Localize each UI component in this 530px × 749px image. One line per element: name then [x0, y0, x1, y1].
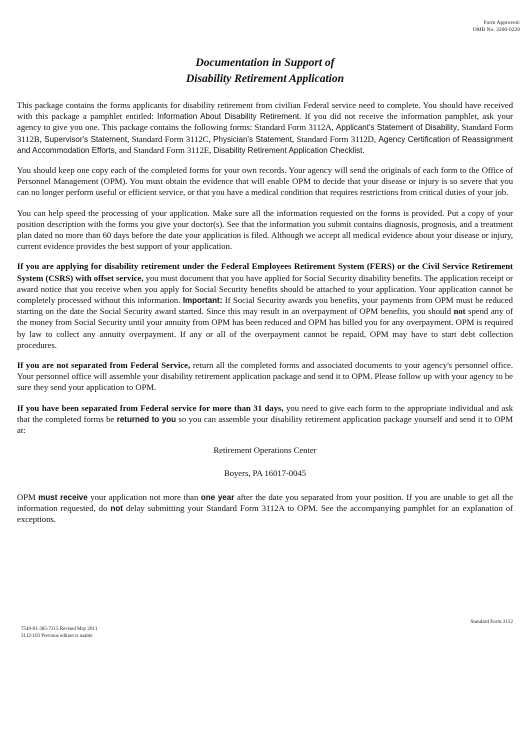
- deadline-text-c: after the date you separated from your position. If you are unable to get all the information requested, do: [17, 491, 514, 513]
- edition-note-line: 3112-103 Previous edition is usable: [21, 633, 93, 639]
- address-line-2: Boyers, PA 16017-0045: [223, 468, 307, 479]
- intro-text-e: , Standard Form 3112B,: [17, 122, 514, 144]
- page-title: [0, 55, 530, 87]
- important-label: Important:: [182, 296, 223, 306]
- fers-csrs-heading: If you are applying for disability retirement under the Federal Employees Retirement System (FERS) or the Civil Service Retirement System (CSRS) with offset service,: [17, 261, 513, 283]
- deadline-text-d: delay submitting your Standard Form 3112A to OPM. See the accompanying pamphlet for an explanation of exceptions.: [17, 502, 513, 525]
- must-receive-emphasis: must receive: [38, 492, 88, 502]
- intro-text-a: This package contains the forms applicants for disability retirement from civilian Federal service need to complete. You should have received with this package a pamphlet entitled:: [17, 100, 513, 122]
- intro-text-c: . If you did not receive the information pamphlet, ask your agency to give you one. This package contains the following forms: Standard Form 3112A,: [17, 111, 513, 133]
- do-not-emphasis: not: [110, 503, 123, 513]
- intro-text-m: .: [362, 144, 365, 155]
- deadline-text-b: your application not more than: [87, 491, 201, 502]
- one-year-emphasis: one year: [200, 492, 235, 502]
- form-3112d-title: Agency Certification of Reassignment and Accommodation Efforts: [17, 134, 514, 155]
- records-paragraph: You should keep one copy each of the completed forms for your own records. Your agency will send the originals of each form to the Office of Personnel Management (OPM). You must obtain the evidence that will enable OPM to decide that your disease or injury is so severe that you can no longer perform useful or efficient service, or that you have a medical condition that requires restrictions from critical duties of your job.: [17, 165, 513, 198]
- fers-text-b: If Social Security awards you benefits, your payments from OPM must be reduced starting on the date the Social Security award started. Since this may result in an overpayment of OPM benefits, you should: [17, 295, 513, 317]
- separated-text-a: you need to give each form to the appropriate individual and ask that the completed forms be: [17, 402, 513, 424]
- omb-number: OMB No. 3206-0228: [472, 27, 520, 33]
- intro-text-g: , Standard Form 3112C,: [127, 133, 214, 144]
- mailing-address: [17, 445, 513, 479]
- intro-text-i: , Standard Form 3112D,: [291, 133, 379, 144]
- form-3112a-title: Applicant's Statement of Disability: [336, 123, 457, 133]
- fers-text-a: you must document that you have applied for Social Security disability benefits. The application receipt or award notice that you receive when you apply for Social Security benefits should be attached to your application. Your application cannot be completely processed without this information.: [17, 272, 513, 306]
- stock-number-line: 7540-01-385-7215 Revised May 2011: [21, 627, 98, 632]
- not-emphasis: not: [453, 306, 466, 317]
- document-body: [17, 100, 513, 534]
- separated-heading: If you have been separated from Federal service for more than 31 days,: [17, 402, 284, 413]
- returned-to-you-emphasis: returned to you: [116, 414, 177, 424]
- intro-paragraph: [17, 100, 513, 156]
- not-separated-paragraph: [17, 360, 513, 394]
- separated-paragraph: [17, 403, 513, 437]
- address-line-1: Retirement Operations Center: [213, 445, 317, 456]
- omb-approval-block: [473, 20, 520, 34]
- separated-text-b: so you can assemble your disability retirement application package yourself and send it to OPM at:: [17, 413, 513, 436]
- pamphlet-title: Information About Disability Retirement: [157, 112, 300, 122]
- deadline-paragraph: [17, 492, 513, 526]
- form-number-footer: Standard Form 3112: [470, 619, 513, 625]
- form-3112c-title: Physician's Statement: [213, 134, 292, 144]
- title-line-2: Disability Retirement Application: [185, 73, 345, 85]
- form-3112b-title: Supervisor's Statement: [44, 134, 128, 144]
- not-separated-text: return all the completed forms and associated documents to your agency's personnel office. Your personnel office will assemble your disability retirement application package and send it to OPM. Please follow up with your agency to be sure they send your application to OPM.: [17, 360, 513, 393]
- fers-text-c: spend any of the money from Social Security until your annuity from OPM has been reduced and OPM has billed you for any overpayment. OPM is required by law to collect any annuity overpayment. If any or all of the overpayment cannot be repaid, OPM may have to start debt collection procedures.: [17, 306, 514, 350]
- fers-csrs-paragraph: [17, 261, 513, 351]
- not-separated-heading: If you are not separated from Federal Service,: [17, 360, 191, 371]
- form-3112e-title: Disability Retirement Application Checklist: [213, 145, 363, 155]
- speed-processing-paragraph: You can help speed the processing of your application. Make sure all the information requested on the forms is provided. Put a copy of your position description with the forms you give your doctor(s). See that the information you submit contains diagnosis, prognosis, and a treatment plan dated no more than 60 days before the date your application is filed. Although we accept all medical evidence about your disease or injury, current evidence provides the best support of your application.: [17, 207, 513, 252]
- title-line-1: Documentation in Support of: [195, 57, 335, 69]
- deadline-text-a: OPM: [17, 491, 39, 502]
- intro-text-k: , and Standard Form 3112E,: [114, 144, 214, 155]
- stock-number-footer: [21, 627, 97, 640]
- form-approved-label: Form Approved:: [483, 20, 520, 26]
